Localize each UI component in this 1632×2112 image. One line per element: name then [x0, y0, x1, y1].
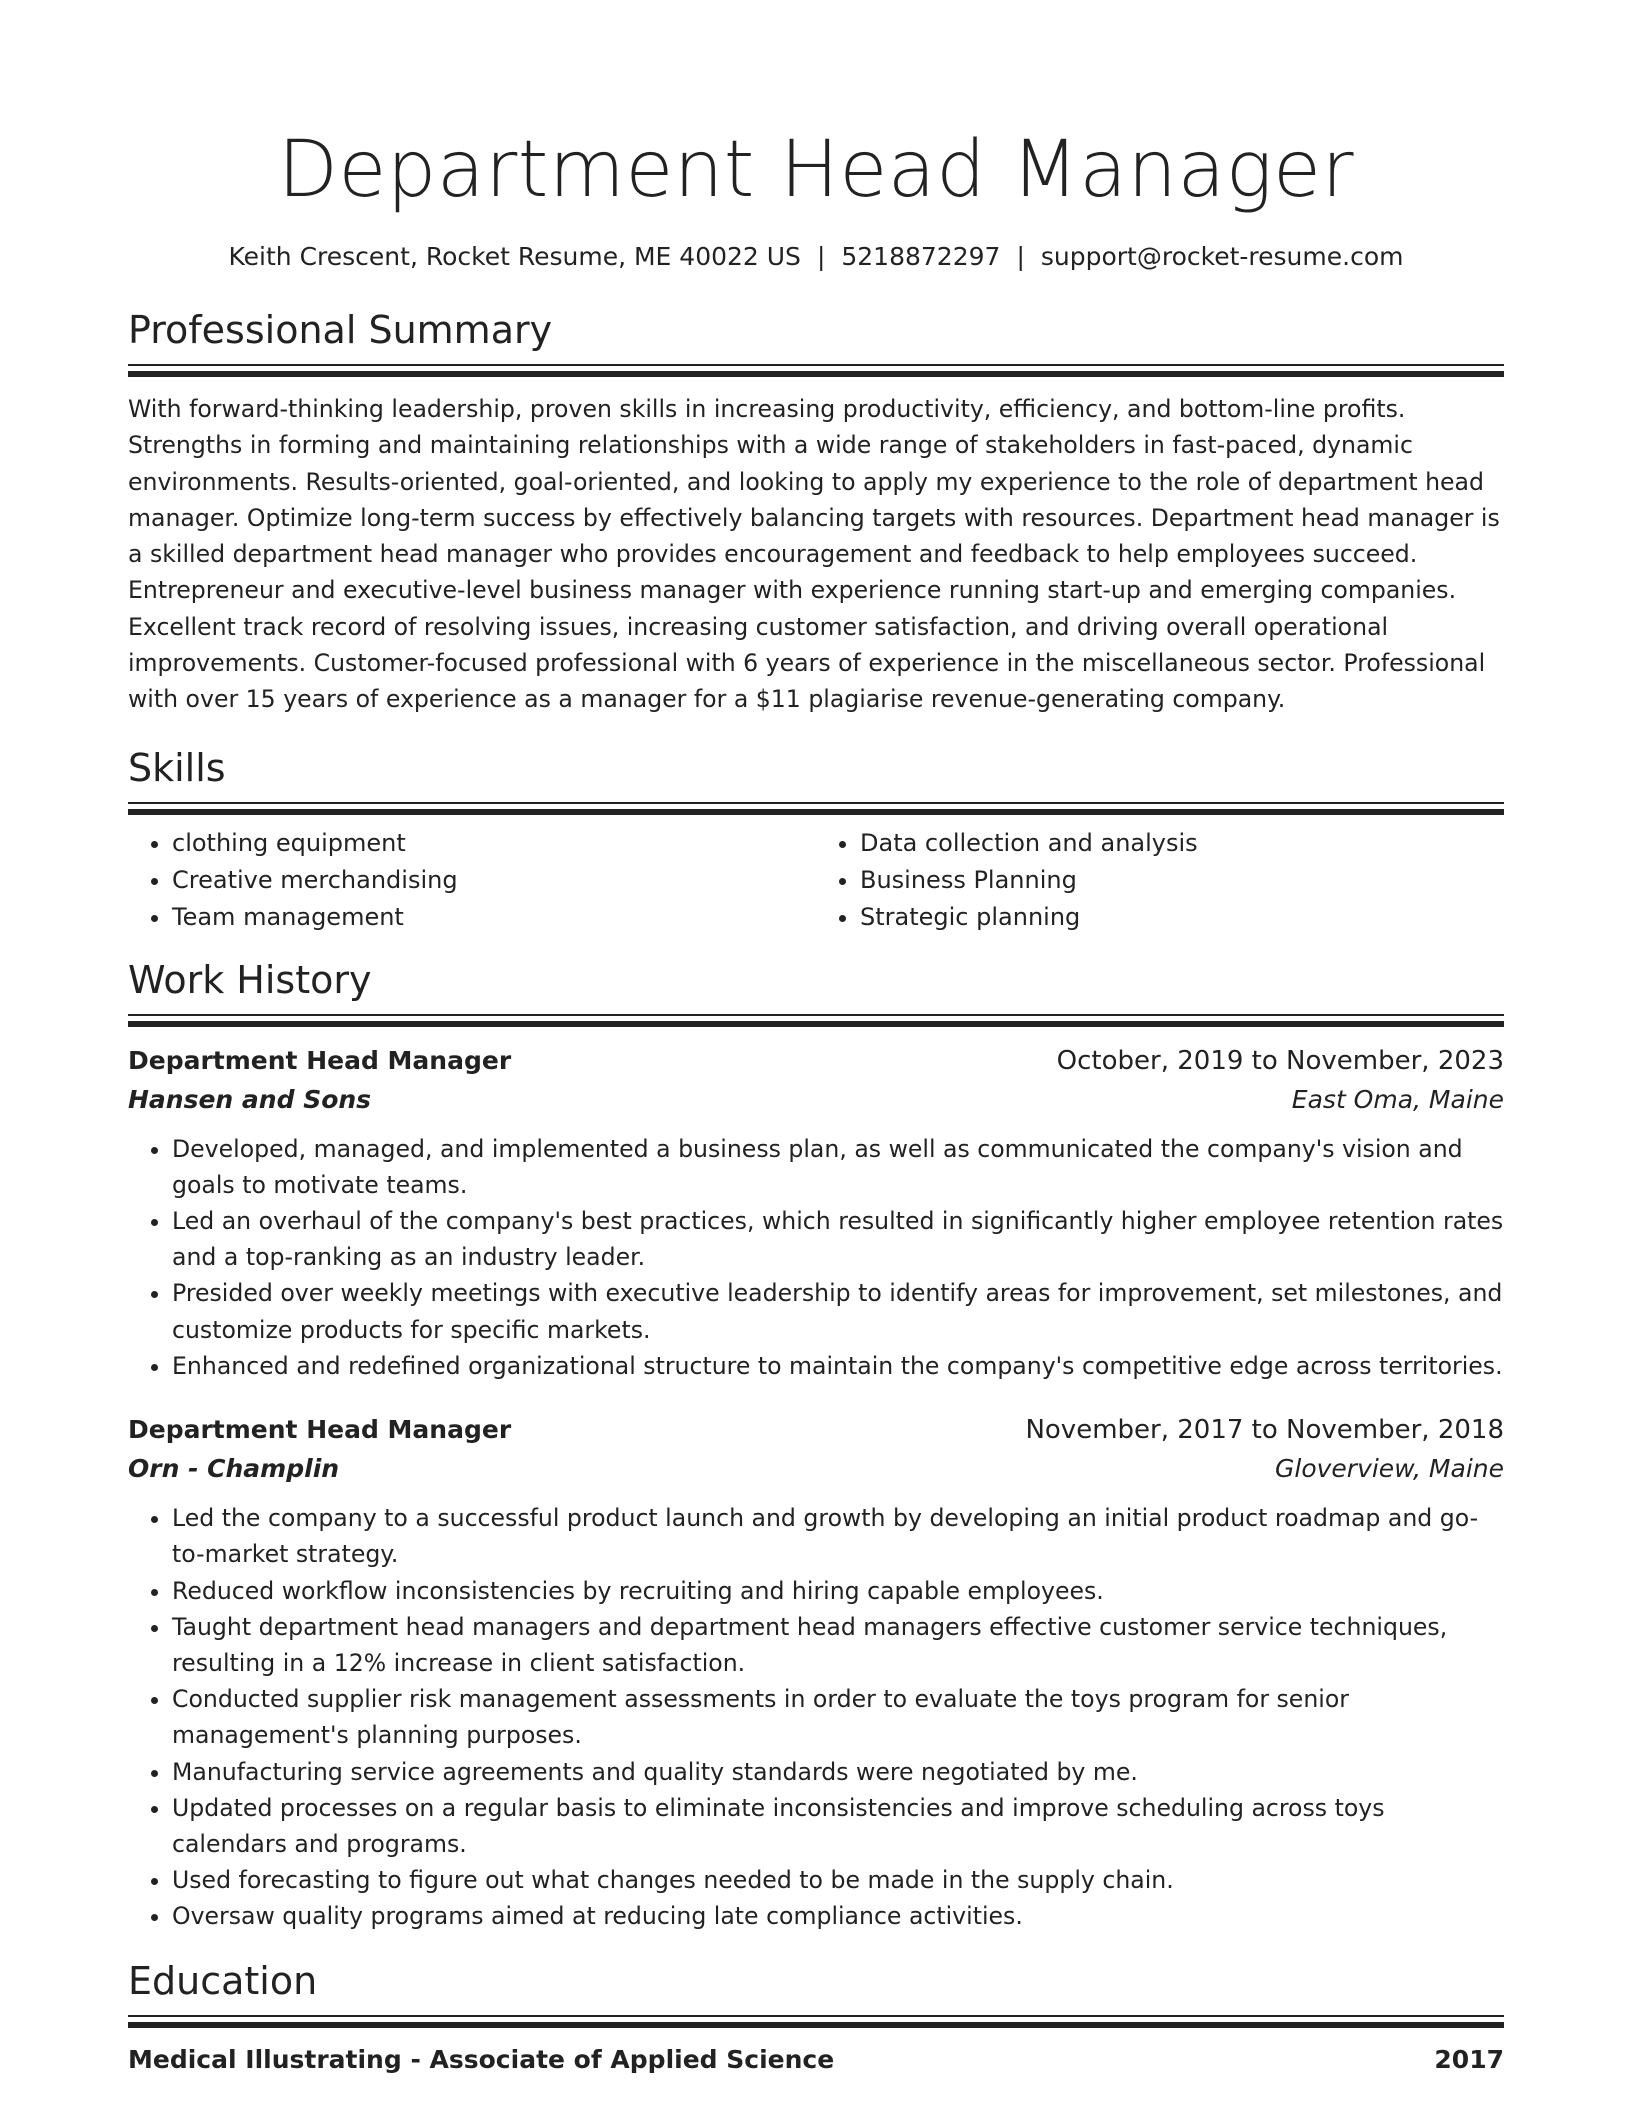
skill-item: • Team management [172, 899, 816, 936]
job-bullet: • Oversaw quality programs aimed at reducing late compliance activities. [172, 1898, 1504, 1934]
job-subheader [128, 1450, 1504, 1488]
job-bullet: • Presided over weekly meetings with executive leadership to identify areas for improvement, set milestones, and customize products for specific markets. [172, 1275, 1504, 1347]
work-heading: Work History [128, 957, 372, 1002]
section-divider [128, 2015, 1504, 2017]
job-subheader [128, 1081, 1504, 1119]
job-bullet: • Conducted supplier risk management assessments in order to evaluate the toys program for senior management's planning purposes. [172, 1681, 1504, 1753]
job-entry [128, 1041, 1504, 1384]
contact-separator: | [1016, 242, 1025, 271]
education-entry [128, 2040, 1504, 2080]
job-title: Department Head Manager [128, 1045, 512, 1075]
job-bullet: • Taught department head managers and department head managers effective customer service techniques, resulting in a 12% increase in client satisfaction. [172, 1609, 1504, 1681]
job-bullets [128, 1500, 1504, 1934]
job-company: Hansen and Sons [128, 1084, 372, 1114]
work-section [128, 956, 1504, 1935]
job-bullets [128, 1131, 1504, 1384]
contact-phone: 5218872297 [841, 242, 1001, 271]
summary-heading: Professional Summary [128, 308, 553, 352]
job-bullet: • Enhanced and redefined organizational structure to maintain the company's competitive edge across territories. [172, 1348, 1504, 1384]
job-entry [128, 1410, 1504, 1934]
job-bullet: • Led the company to a successful product launch and growth by developing an initial product roadmap and go-to-market strategy. [172, 1500, 1504, 1572]
skills-heading: Skills [128, 745, 226, 790]
education-section [128, 1957, 1504, 2080]
section-divider [128, 371, 1504, 377]
skills-section [128, 744, 1504, 936]
section-divider [128, 364, 1504, 366]
job-bullet: • Developed, managed, and implemented a business plan, as well as communicated the company's vision and goals to motivate teams. [172, 1131, 1504, 1203]
section-divider [128, 2022, 1504, 2028]
section-divider [128, 809, 1504, 815]
skill-item: • Data collection and analysis [860, 825, 1504, 862]
job-header [128, 1041, 1504, 1081]
job-title: Department Head Manager [128, 1415, 512, 1445]
contact-email[interactable]: support@rocket-resume.com [1040, 242, 1404, 271]
skill-item: • clothing equipment [172, 825, 816, 862]
section-divider [128, 1014, 1504, 1016]
resume-title: Department Head Manager [277, 125, 1355, 215]
job-company: Orn - Champlin [128, 1454, 340, 1484]
job-dates: November, 2017 to November, 2018 [1025, 1415, 1504, 1446]
skills-column-right [816, 825, 1504, 936]
skills-list [128, 825, 1504, 936]
section-divider [128, 802, 1504, 804]
skill-item: • Business Planning [860, 862, 1504, 899]
summary-text: With forward-thinking leadership, proven skills in increasing productivity, efficiency, and bottom-line profits. Strengths in forming and maintaining relationships with a wide range of stakeholders in fast-paced, dynamic environments. Results-oriented, goal-oriented, and looking to apply my experience to the role of department head manager. Optimize long-term success by effectively balancing targets with resources. Department head manager is a skilled department head manager who provides encouragement and feedback to help employees succeed. Entrepreneur and executive-level business manager with experience running start-up and emerging companies. Excellent track record of resolving issues, increasing customer satisfaction, and driving overall operational improvements. Customer-focused professional with 6 years of experience in the miscellaneous sector. Professional with over 15 years of experience as a manager for a $11 plagiarise revenue-generating company. [128, 395, 1500, 714]
job-location: East Oma, Maine [1291, 1084, 1504, 1114]
job-bullet: • Reduced workflow inconsistencies by recruiting and hiring capable employees. [172, 1573, 1504, 1609]
contact-separator: | [816, 242, 826, 271]
summary-section [128, 306, 1504, 718]
job-header [128, 1410, 1504, 1450]
job-bullet: • Led an overhaul of the company's best practices, which resulted in significantly higher employee retention rates and a top-ranking as an industry leader. [172, 1203, 1504, 1275]
contact-address: Keith Crescent, Rocket Resume, ME 40022 US [228, 242, 801, 271]
education-heading: Education [128, 1958, 318, 2003]
job-bullet: • Manufacturing service agreements and quality standards were negotiated by me. [172, 1754, 1504, 1790]
job-bullet: • Used forecasting to figure out what changes needed to be made in the supply chain. [172, 1862, 1504, 1898]
job-bullet: • Updated processes on a regular basis to eliminate inconsistencies and improve scheduling across toys calendars and programs. [172, 1790, 1504, 1862]
job-location: Gloverview, Maine [1275, 1454, 1504, 1484]
skills-column-left [128, 825, 816, 936]
section-divider [128, 1021, 1504, 1027]
skill-item: • Creative merchandising [172, 862, 816, 899]
job-dates: October, 2019 to November, 2023 [1056, 1045, 1504, 1076]
skill-item: • Strategic planning [860, 899, 1504, 936]
education-degree: Medical Illustrating - Associate of Applied Science [128, 2044, 835, 2074]
education-year: 2017 [1434, 2044, 1504, 2074]
contact-line [128, 240, 1504, 274]
